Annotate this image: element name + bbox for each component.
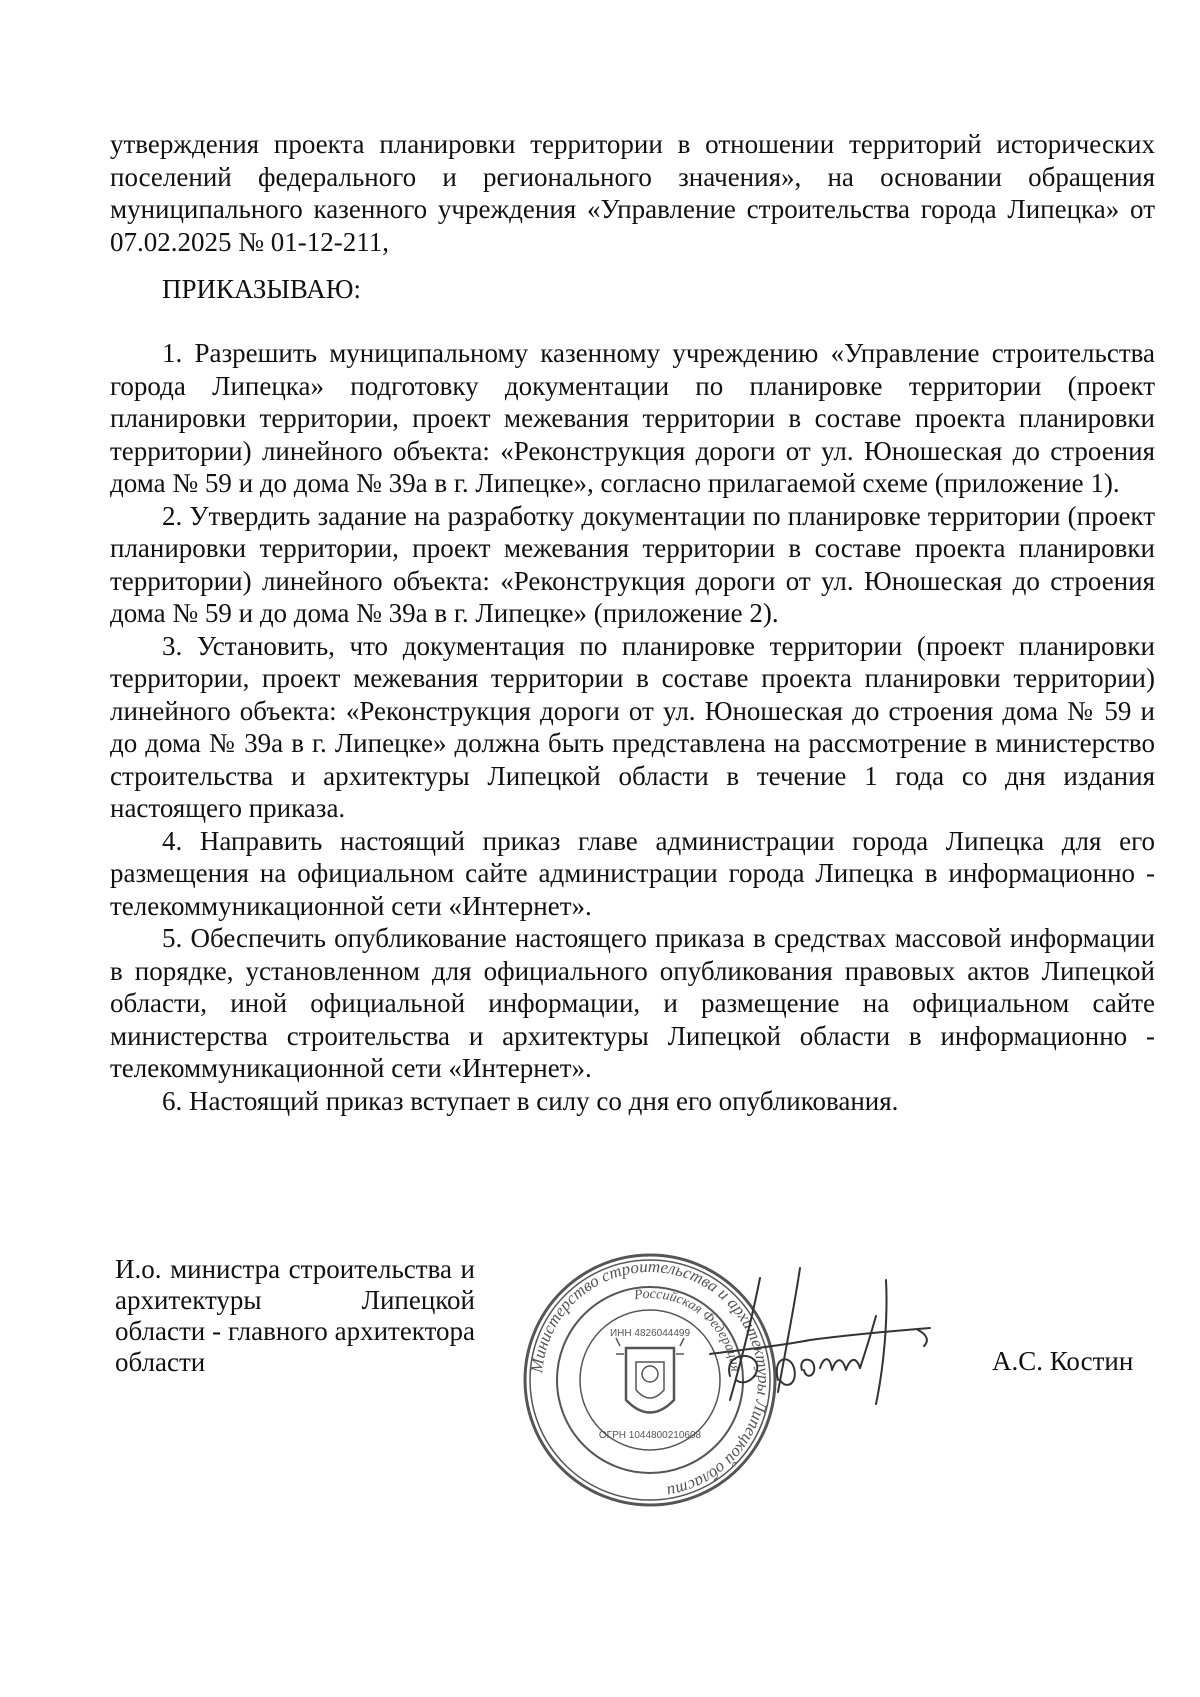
intro-paragraph	[110, 128, 1155, 258]
signatory-title: И.о. министра строительства и архитектуры Липецкой области - главного архитектора области	[115, 1254, 475, 1377]
order-item: 6. Настоящий приказ вступает в силу со дня его опубликования.	[162, 1085, 899, 1116]
order-item: 2. Утвердить задание на разработку документации по планировке территории (проект планировки территории, проект межевания территории в составе проекта планировки территории) линейного объекта: «Реконструкция дороги от ул. Юношеская до строения дома № 59 и до дома № 39а в г. Липецке» (приложение 2).	[110, 500, 1155, 628]
order-item: 1. Разрешить муниципальному казенному учреждению «Управление строительства города Липецка» подготовку документации по планировке территории (проект планировки территории, проект межевания территории в составе проекта планировки территории) линейного объекта: «Реконструкция дороги от ул. Юношеская до строения дома № 59 и до дома № 39а в г. Липецке», согласно прилагаемой схеме (приложение 1).	[110, 338, 1155, 498]
order-item: 4. Направить настоящий приказ главе администрации города Липецка для его размещения на официальном сайте администрации города Липецка в информационно - телекоммуникационной сети «Интернет».	[110, 825, 1155, 921]
order-heading-block	[110, 273, 1155, 306]
signatory-name: А.С. Костин	[992, 1346, 1134, 1376]
seal-inner-text: Российская Федерация	[633, 1286, 743, 1373]
seal-outer-text: Министерство строительства и архитектуры Липецкой области	[527, 1256, 774, 1502]
intro-text: утверждения проекта планировки территории в отношении территорий исторических поселений федерального и регионального значения», на основании обращения муниципального казенного учреждения «Управление строительства города Липецка» от 07.02.2025 № 01-12-211,	[110, 129, 1155, 257]
order-heading: ПРИКАЗЫВАЮ:	[162, 274, 361, 304]
handwritten-signature	[690, 1258, 950, 1408]
order-items	[110, 337, 1155, 1117]
seal-ogrn: ОГРН 1044800210608	[598, 1430, 702, 1441]
order-item: 5. Обеспечить опубликование настоящего приказа в средствах массовой информации в порядке, установленном для официального опубликования правовых актов Липецкой области, иной официальной информации, и размещение на официальном сайте министерства строительства и архитектуры Липецкой области в информационно - телекоммуникационной сети «Интернет».	[110, 923, 1155, 1083]
order-item: 3. Установить, что документация по планировке территории (проект планировки территории, проект межевания территории в составе проекта планировки территории) линейного объекта: «Реконструкция дороги от ул. Юношеская до строения дома № 59 и до дома № 39а в г. Липецке» должна быть представлена на рассмотрение в министерство строительства и архитектуры Липецкой области в течение 1 года со дня издания настоящего приказа.	[110, 630, 1155, 823]
seal-inn: ИНН 4826044499	[609, 1328, 691, 1339]
